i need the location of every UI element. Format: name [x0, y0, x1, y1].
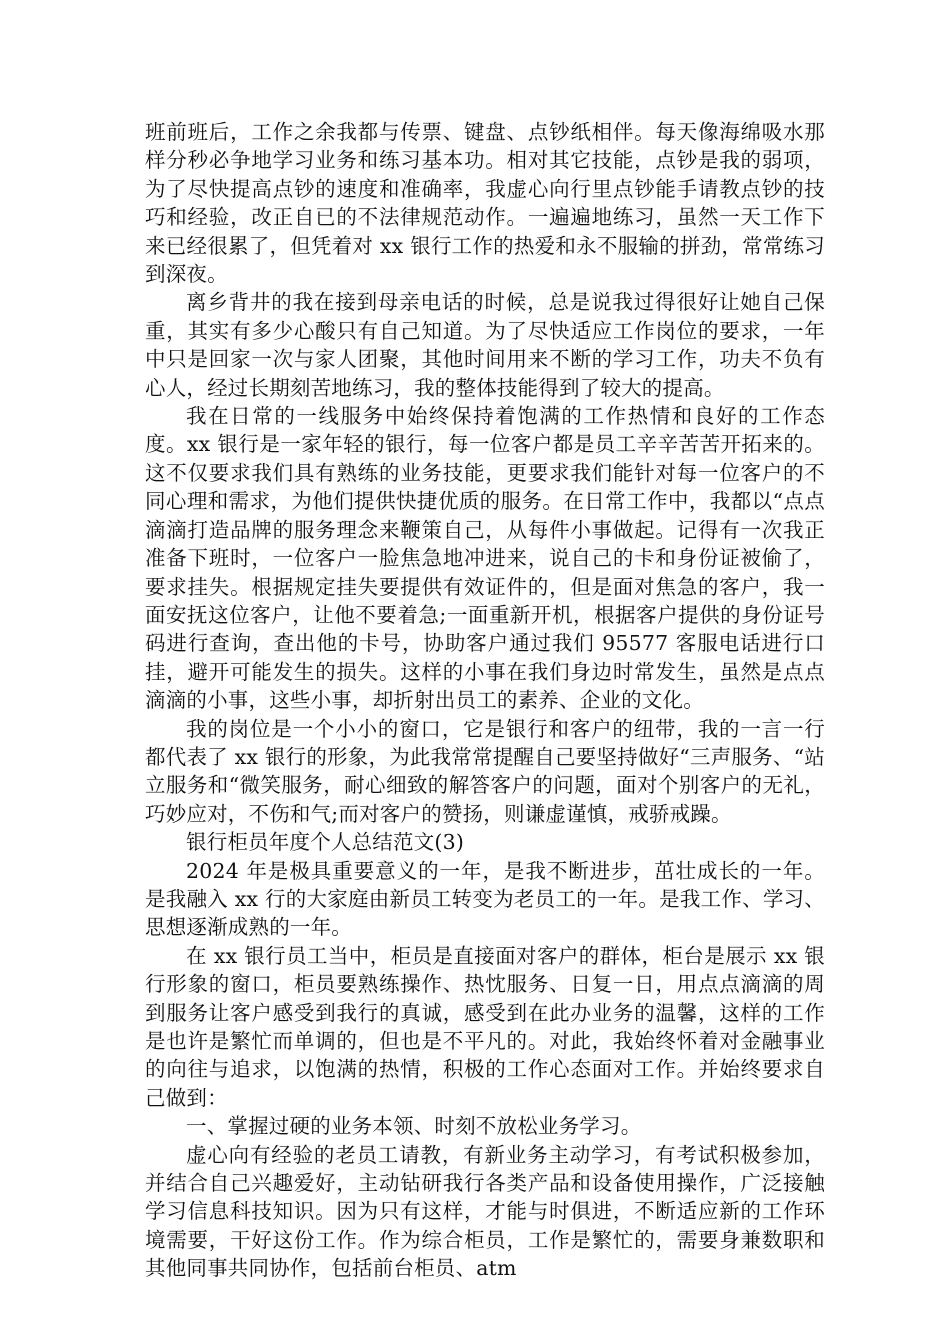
paragraph-body: 虚心向有经验的老员工请教，有新业务主动学习，有考试积极参加，并结合自己兴趣爱好，主动钻研我行各类产品和设备使用操作，广泛接触学习信息科技知识。因为只有这样，才能与时俱进，不断适应新的工作环境需要，干好这份工作。作为综合柜员，工作是繁忙的，需要身兼数职和其他同事共同协作，包括前台柜员、atm — [145, 1142, 825, 1281]
paragraph-continuation: 班前班后，工作之余我都与传票、键盘、点钞纸相伴。每天像海绵吸水那样分秒必争地学习业务和练习基本功。相对其它技能，点钞是我的弱项，为了尽快提高点钞的速度和准确率，我虚心向行里点钞能手请教点钞的技巧和经验，改正自已的不法律规范动作。一遍遍地练习，虽然一天工作下来已经很累了，但凭着对 xx 银行工作的热爱和永不服输的拼劲，常常练习到深夜。 — [145, 120, 825, 287]
section-heading: 银行柜员年度个人总结范文(3) — [186, 830, 465, 855]
paragraph-body: 我在日常的一线服务中始终保持着饱满的工作热情和良好的工作态度。xx 银行是一家年轻的银行，每一位客户都是员工辛辛苦苦开拓来的。这不仅要求我们具有熟练的业务技能，更要求我们能针对每一位客户的不同心理和需求，为他们提供快捷优质的服务。在日常工作中，我都以“点点滴滴打造品牌的服务理念来鞭策自己，从每件小事做起。记得有一次我正准备下班时，一位客户一脸焦急地冲进来，说自己的卡和身份证被偷了，要求挂失。根据规定挂失要提供有效证件的，但是面对焦急的客户，我一面安抚这位客户，让他不要着急;一面重新开机，根据客户提供的身份证号码进行查询，查出他的卡号，协助客户通过我们 95577 客服电话进行口挂，避开可能发生的损失。这样的小事在我们身边时常发生，虽然是点点滴滴的小事，这些小事，却折射出员工的素养、企业的文化。 — [145, 404, 825, 713]
document-page — [145, 118, 825, 1283]
paragraph-body: 2024 年是极具重要意义的一年，是我不断进步，茁壮成长的一年。是我融入 xx 行的大家庭由新员工转变为老员工的一年。是我工作、学习、思想逐渐成熟的一年。 — [145, 858, 825, 940]
subsection-heading: 一、掌握过硬的业务本领、时刻不放松业务学习。 — [186, 1114, 642, 1139]
paragraph-body: 我的岗位是一个小小的窗口，它是银行和客户的纽带，我的一言一行都代表了 xx 银行的形象，为此我常常提醒自己要坚持做好“三声服务、“站立服务和“微笑服务，耐心细致的解答客户的问题，面对个别客户的无礼，巧妙应对，不伤和气;而对客户的赞扬，则谦虚谨慎，戒骄戒躁。 — [145, 716, 825, 826]
paragraph-body: 在 xx 银行员工当中，柜员是直接面对客户的群体，柜台是展示 xx 银行形象的窗口，柜员要熟练操作、热忱服务、日复一日，用点点滴滴的周到服务让客户感受到我行的真诚，感受到在此办业务的温馨，这样的工作是也许是繁忙而单调的，但也是不平凡的。对此，我始终怀着对金融事业的向往与追求，以饱满的热情，积极的工作心态面对工作。并始终要求自己做到： — [145, 943, 825, 1110]
paragraph-body: 离乡背井的我在接到母亲电话的时候，总是说我过得很好让她自己保重，其实有多少心酸只有自己知道。为了尽快适应工作岗位的要求，一年中只是回家一次与家人团聚，其他时间用来不断的学习工作，功夫不负有心人，经过长期刻苦地练习，我的整体技能得到了较大的提高。 — [145, 290, 825, 400]
